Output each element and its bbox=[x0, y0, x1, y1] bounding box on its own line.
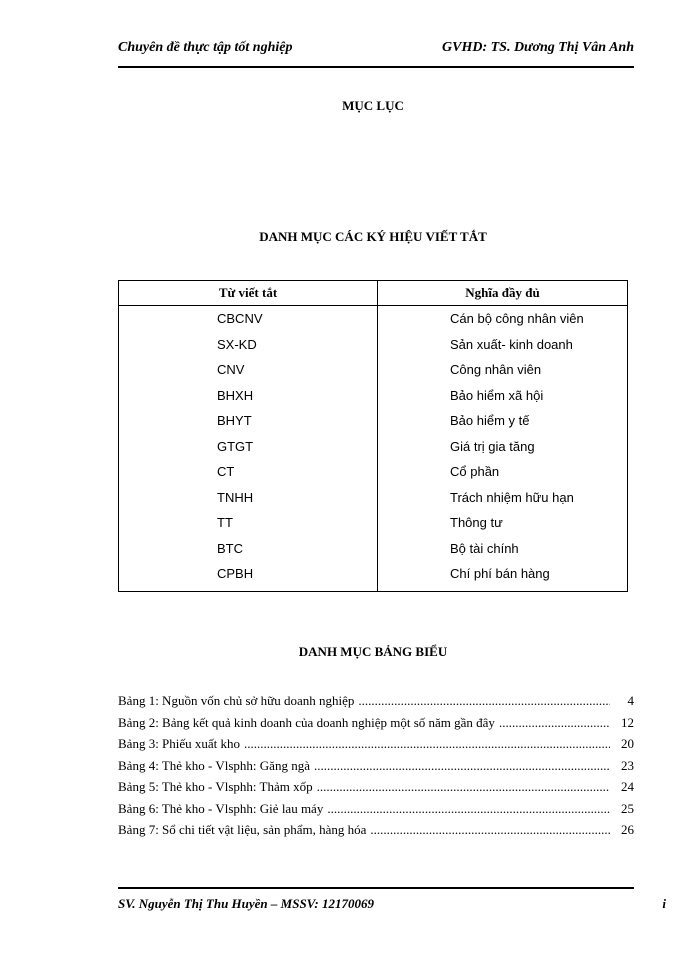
table-entry-page: 12 bbox=[621, 714, 634, 730]
table-row bbox=[119, 383, 628, 409]
table-entry-label: Bảng 2: Bảng kết quả kinh doanh của doanh nghiệp một số năm gần đây bbox=[118, 714, 495, 730]
meaning-cell: Giá trị gia tăng bbox=[378, 434, 628, 460]
meaning-cell: Cán bộ công nhân viên bbox=[378, 306, 628, 332]
meaning-cell: Bảo hiểm y tế bbox=[378, 408, 628, 434]
meaning-column-header: Nghĩa đầy đủ bbox=[378, 281, 628, 306]
abbreviation-cell: CBCNV bbox=[217, 311, 263, 327]
list-item[interactable] bbox=[118, 798, 634, 820]
list-item[interactable] bbox=[118, 755, 634, 777]
meaning-cell: Trách nhiệm hữu hạn bbox=[378, 485, 628, 511]
page-header bbox=[118, 40, 634, 56]
table-entry-label: Bảng 5: Thẻ kho - Vlsphh: Thảm xốp bbox=[118, 779, 313, 794]
abbreviation-cell: BHYT bbox=[217, 413, 252, 429]
abbreviation-cell: TNHH bbox=[217, 489, 254, 505]
tables-list bbox=[118, 690, 634, 841]
abbreviations-header-row bbox=[119, 281, 628, 306]
abbreviation-cell: BHXH bbox=[217, 387, 254, 403]
list-item[interactable] bbox=[118, 733, 634, 755]
list-item[interactable] bbox=[118, 690, 634, 712]
table-row bbox=[119, 357, 628, 383]
dot-leader bbox=[317, 776, 610, 798]
table-entry-label: Bảng 3: Phiếu xuất kho bbox=[118, 736, 241, 751]
abbreviation-cell: SX-KD bbox=[217, 336, 257, 352]
meaning-cell: Bộ tài chính bbox=[378, 536, 628, 562]
meaning-cell: Chí phí bán hàng bbox=[378, 561, 628, 591]
meaning-cell: Thông tư bbox=[378, 510, 628, 536]
table-entry-page: 26 bbox=[621, 822, 634, 837]
meaning-cell: Công nhân viên bbox=[378, 357, 628, 383]
header-divider bbox=[118, 66, 634, 68]
tables-list-title: DANH MỤC BẢNG BIỂU bbox=[298, 644, 448, 659]
abbreviation-cell: BTC bbox=[217, 540, 243, 556]
abbreviations-table bbox=[118, 280, 628, 592]
abbreviation-cell: TT bbox=[217, 515, 233, 531]
table-row bbox=[119, 434, 628, 460]
footer-divider bbox=[118, 887, 634, 889]
dot-leader bbox=[244, 733, 610, 755]
abbreviation-cell: CNV bbox=[217, 362, 245, 378]
table-entry-label: Bảng 7: Sổ chi tiết vật liệu, sản phẩm, hàng hóa bbox=[118, 822, 367, 837]
list-item[interactable] bbox=[118, 776, 634, 798]
list-item[interactable] bbox=[118, 819, 634, 841]
table-row bbox=[119, 408, 628, 434]
footer-student-info: SV. Nguyễn Thị Thu Huyền – MSSV: 12170069 bbox=[118, 896, 374, 911]
meaning-cell: Cổ phần bbox=[378, 459, 628, 485]
header-supervisor: GVHD: TS. Dương Thị Vân Anh bbox=[442, 40, 634, 55]
abbreviation-column-header: Từ viết tắt bbox=[119, 281, 378, 306]
table-entry-label: Bảng 1: Nguồn vốn chủ sở hữu doanh nghiệp bbox=[118, 693, 355, 708]
list-item[interactable] bbox=[118, 712, 634, 734]
table-entry-label: Bảng 6: Thẻ kho - Vlsphh: Giẻ lau máy bbox=[118, 800, 324, 816]
dot-leader bbox=[499, 712, 610, 734]
abbreviation-cell: GTGT bbox=[217, 438, 254, 454]
meaning-cell: Sản xuất- kinh doanh bbox=[378, 332, 628, 358]
table-entry-page: 20 bbox=[621, 736, 634, 751]
page-footer bbox=[118, 896, 666, 912]
abbreviation-cell: CPBH bbox=[217, 566, 254, 582]
table-row bbox=[119, 510, 628, 536]
page-number: i bbox=[662, 896, 666, 911]
table-entry-page: 23 bbox=[621, 757, 634, 773]
table-entry-label: Bảng 4: Thẻ kho - Vlsphh: Găng ngà bbox=[118, 757, 310, 773]
dot-leader bbox=[370, 819, 610, 841]
toc-title: MỤC LỤC bbox=[342, 98, 404, 113]
dot-leader bbox=[314, 755, 610, 777]
table-row bbox=[119, 536, 628, 562]
table-entry-page: 24 bbox=[621, 779, 634, 794]
table-entry-page: 4 bbox=[627, 693, 634, 708]
header-course-title: Chuyên đề thực tập tốt nghiệp bbox=[118, 40, 293, 55]
table-row bbox=[119, 561, 628, 591]
table-row bbox=[119, 485, 628, 511]
table-row bbox=[119, 459, 628, 485]
table-row bbox=[119, 306, 628, 332]
abbreviation-cell: CT bbox=[217, 464, 235, 480]
table-row bbox=[119, 332, 628, 358]
meaning-cell: Bảo hiểm xã hội bbox=[378, 383, 628, 409]
dot-leader bbox=[358, 690, 610, 712]
dot-leader bbox=[327, 798, 610, 820]
table-entry-page: 25 bbox=[621, 800, 634, 816]
abbreviations-title: DANH MỤC CÁC KÝ HIỆU VIẾT TẮT bbox=[259, 229, 487, 244]
